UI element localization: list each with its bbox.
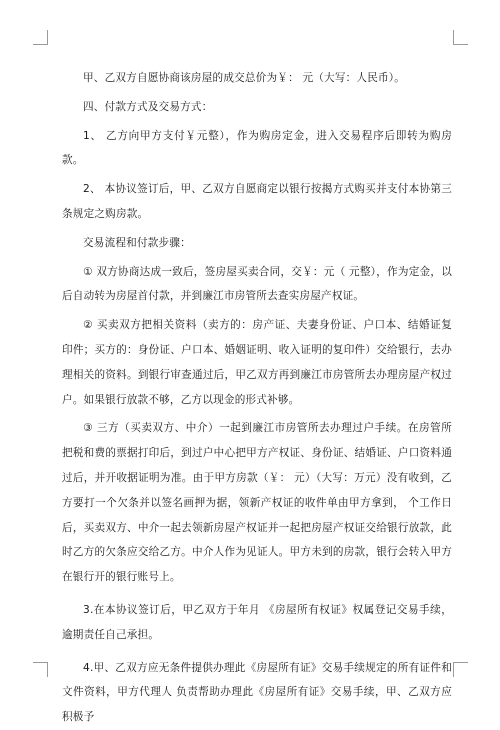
paragraph-step-3: ③ 三方（买卖双方、中介）一起到廉江市房管所去办理过户手续。在房管所把税和费的票据打印后，到过户中心把甲方产权证、身份证、结婚证、户口资料通过后，并开收据证明为准。由于甲方房款（￥： 元）（大写：万元）没有收到，乙方要打一个欠条并以签名画押为据，领新产权证的收件单由甲方拿到， 个工作日后，买卖双方、中介一起去领新房屋产权证并一起把房屋产权证交给银行放款，此时乙方的欠条应交给乙方。中介人作为见证人。甲方未到的房款，银行会转入甲方在银行开的银行账号上。: [62, 422, 452, 584]
paragraph-clause-1: 1、 乙方向甲方支付￥元整），作为购房定金，进入交易程序后即转为购房款。: [62, 129, 452, 167]
crop-mark-top-right: [453, 30, 468, 45]
paragraph-clause-2: 2、 本协议签订后，甲、乙双方自愿商定以银行按揭方式购买并支付本协第三条规定之购房款。: [62, 183, 452, 220]
paragraph-process-heading: 交易流程和付款步骤：: [83, 236, 191, 249]
crop-mark-top-left: [33, 30, 48, 45]
paragraph-step-1: ① 双方协商达成一致后，签房屋买卖合同，交￥：元（ 元整），作为定金，以后自动转为房屋首付款，并到廉江市房管所去查实房屋产权证。: [62, 265, 452, 303]
crop-mark-bottom-left: [33, 662, 48, 677]
paragraph-step-2: ② 买卖双方把相关资料（卖方的：房产证、夫妻身份证、户口本、结婚证复印件；买方的：身份证、户口本、婚姻证明、收入证明的复印件）交给银行，去办理相关的资料。到银行审查通过后，甲乙双方再到廉江市房管所去办理房屋产权过户。如果银行放款不够，乙方以现金的形式补够。: [62, 319, 452, 406]
paragraph-clause-3: 3.在本协议签订后，甲乙双方于年月 《房屋所有权证》权属登记交易手续，逾期责任自己承担。: [62, 603, 452, 641]
paragraph-total-price: 甲、乙双方自愿协商该房屋的成交总价为￥： 元（大写：人民币）。: [83, 72, 406, 84]
crop-mark-bottom-right: [453, 662, 468, 677]
document-body: [62, 66, 452, 730]
section-heading-payment: 四、付款方式及交易方式：: [83, 100, 213, 113]
paragraph-clause-4: 4.甲、乙双方应无条件提供办理此《房屋所有证》交易手续规定的所有证件和文件资料，甲方代理人 负责帮助办理此《房屋所有证》交易手续，甲、乙双方应积极予: [62, 661, 452, 724]
